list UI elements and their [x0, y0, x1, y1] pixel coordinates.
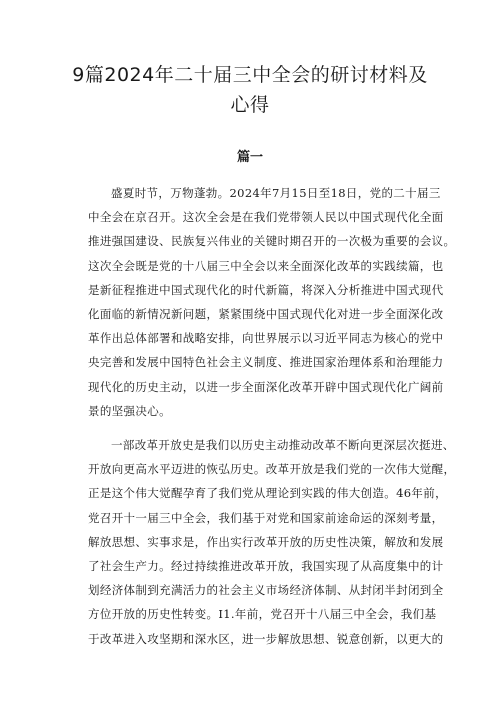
paragraph-2: [88, 433, 456, 651]
text-line: 党召开十一届三中全会，我们基于对党和国家前途命运的深刻考量，: [88, 510, 444, 525]
text-line: 划经济体制到充满活力的社会主义市场经济体制、从封闭半封闭到全: [88, 583, 444, 598]
text-line: 是新征程推进中国式现代化的时代新篇，将深入分析推进中国式现代: [88, 282, 444, 297]
title-line: 9篇2024年二十届三中全会的研讨材料及: [72, 64, 428, 86]
text-line: 开放向更高水平迈进的恢弘历史。改革开放是我们党的一次伟大觉醒，: [88, 462, 456, 477]
text-line: 革作出总体部署和战略安排，向世界展示以习近平同志为核心的党中: [88, 331, 444, 346]
section-heading: 篇一: [236, 150, 263, 165]
document-title: [60, 60, 440, 120]
text-line: 中全会在京召开。这次全会是在我们党带领人民以中国式现代化全面: [88, 210, 444, 225]
title-line: 心得: [230, 94, 270, 116]
text-line: 正是这个伟大觉醒孕育了我们党从理论到实践的伟大创造。46年前，: [88, 486, 447, 501]
text-line: 于改革进入攻坚期和深水区，进一步解放思想、锐意创新，以更大的: [88, 631, 444, 646]
text-line: 央完善和发展中国特色社会主义制度、推进国家治理体系和治理能力: [88, 355, 444, 370]
paragraph-1: [88, 181, 456, 423]
text-line: 一部改革开放史是我们以历史主动推动改革不断向更深层次挺进、: [111, 438, 455, 452]
text-line: 方位开放的历史性转变。I1.年前，党召开十八届三中全会，我们基: [88, 607, 437, 622]
text-line: 了社会生产力。经过持续推进改革开放，我国实现了从高度集中的计: [88, 559, 444, 574]
text-line: 这次全会既是党的十八届三中全会以来全面深化改革的实践续篇，也: [88, 258, 444, 273]
text-line: 景的坚强决心。: [88, 403, 171, 418]
text-line: 化面临的新情况新问题，紧紧围绕中国式现代化对进一步全面深化改: [88, 307, 444, 322]
text-line: 推进强国建设、民族复兴伟业的关键时期召开的一次极为重要的会议。: [88, 234, 456, 249]
text-line: 现代化的历史主动，以进一步全面深化改革开辟中国式现代化广阔前: [88, 379, 444, 394]
text-line: 解放思想、实事求是，作出实行改革开放的历史性决策，解放和发展: [88, 534, 444, 549]
text-line: 盛夏时节，万物蓬勃。2024年7月15日至18日，党的二十届三: [111, 186, 441, 200]
